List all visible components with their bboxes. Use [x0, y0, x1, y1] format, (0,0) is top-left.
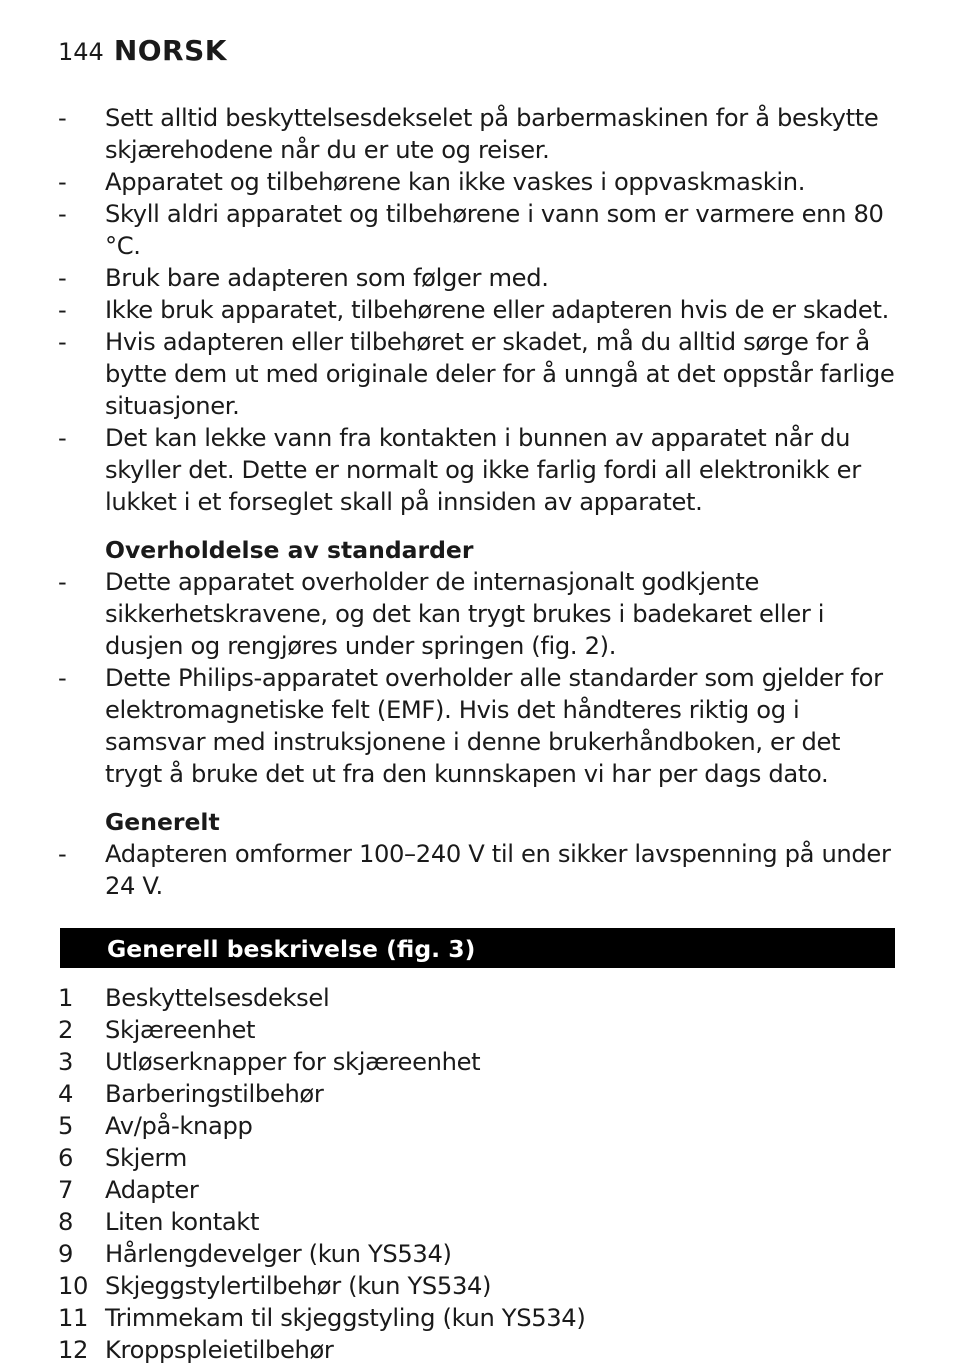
bullet: -	[58, 328, 67, 356]
item-label: Beskyttelsesdeksel	[105, 984, 330, 1012]
bullet: -	[58, 424, 67, 452]
item-number: 3	[58, 1048, 74, 1076]
item-number: 5	[58, 1112, 74, 1140]
item-label: Kroppspleietilbehør	[105, 1336, 334, 1364]
parts-list-item	[58, 1142, 898, 1174]
list-item	[58, 102, 898, 166]
item-number: 4	[58, 1080, 74, 1108]
item-label: Utløserknapper for skjæreenhet	[105, 1048, 481, 1076]
page-header	[58, 34, 227, 67]
item-label: Trimmekam til skjeggstyling (kun YS534)	[105, 1304, 586, 1332]
item-number: 8	[58, 1208, 74, 1236]
item-number: 9	[58, 1240, 74, 1268]
parts-list-item	[58, 1334, 898, 1366]
list-item-text: Bruk bare adapteren som følger med.	[105, 264, 549, 292]
list-item-text: Sett alltid beskyttelsesdekselet på barbermaskinen for å beskytte skjærehodene når du er ute og reiser.	[105, 104, 879, 164]
item-label: Skjerm	[105, 1144, 187, 1172]
list-item-text: Ikke bruk apparatet, tilbehørene eller adapteren hvis de er skadet.	[105, 296, 889, 324]
parts-list-item	[58, 1174, 898, 1206]
item-number: 12	[58, 1336, 89, 1364]
item-label: Barberingstilbehør	[105, 1080, 324, 1108]
list-item	[58, 838, 898, 902]
list-item-text: Skyll aldri apparatet og tilbehørene i vann som er varmere enn 80 °C.	[105, 200, 884, 260]
page-number: 144	[58, 38, 104, 66]
safety-list	[58, 102, 898, 518]
list-item	[58, 262, 898, 294]
item-label: Liten kontakt	[105, 1208, 260, 1236]
standards-list	[58, 566, 898, 790]
parts-list	[58, 982, 898, 1366]
list-item-text: Apparatet og tilbehørene kan ikke vaskes i oppvaskmaskin.	[105, 168, 806, 196]
description-heading-bar	[60, 928, 895, 968]
bullet: -	[58, 168, 67, 196]
parts-list-item	[58, 1078, 898, 1110]
description-heading: Generell beskrivelse (fig. 3)	[107, 935, 476, 963]
list-item	[58, 566, 898, 662]
list-item	[58, 294, 898, 326]
bullet: -	[58, 664, 67, 692]
parts-list-item	[58, 1046, 898, 1078]
bullet: -	[58, 200, 67, 228]
list-item-text: Det kan lekke vann fra kontakten i bunnen av apparatet når du skyller det. Dette er normalt og ikke farlig fordi all elektronikk er lukket i et forseglet skall på innsiden av apparatet.	[105, 424, 861, 516]
list-item-text: Dette Philips-apparatet overholder alle standarder som gjelder for elektromagnetiske felt (EMF). Hvis det håndteres riktig og i samsvar med instruksjonene i denne brukerhåndboken, er det trygt å bruke det ut fra den kunnskapen vi har per dags dato.	[105, 664, 883, 788]
item-label: Hårlengdevelger (kun YS534)	[105, 1240, 452, 1268]
item-number: 2	[58, 1016, 74, 1044]
parts-list-item	[58, 982, 898, 1014]
general-heading: Generelt	[105, 808, 220, 836]
parts-list-item	[58, 1302, 898, 1334]
parts-list-item	[58, 1206, 898, 1238]
bullet: -	[58, 568, 67, 596]
item-number: 10	[58, 1272, 89, 1300]
item-label: Av/på-knapp	[105, 1112, 253, 1140]
list-item-text: Dette apparatet overholder de internasjonalt godkjente sikkerhetskravene, og det kan trygt brukes i badekaret eller i dusjen og rengjøres under springen (fig. 2).	[105, 568, 825, 660]
item-number: 1	[58, 984, 74, 1012]
general-list	[58, 838, 898, 902]
bullet: -	[58, 296, 67, 324]
item-number: 7	[58, 1176, 74, 1204]
item-number: 6	[58, 1144, 74, 1172]
section-title: NORSK	[113, 34, 227, 67]
list-item	[58, 198, 898, 262]
item-number: 11	[58, 1304, 89, 1332]
list-item	[58, 326, 898, 422]
bullet: -	[58, 840, 67, 868]
list-item	[58, 662, 898, 790]
parts-list-item	[58, 1238, 898, 1270]
bullet: -	[58, 264, 67, 292]
list-item-text: Adapteren omformer 100–240 V til en sikker lavspenning på under 24 V.	[105, 840, 891, 900]
standards-heading: Overholdelse av standarder	[105, 536, 474, 564]
parts-list-item	[58, 1110, 898, 1142]
page-content	[58, 102, 898, 1366]
parts-list-item	[58, 1014, 898, 1046]
parts-list-item	[58, 1270, 898, 1302]
list-item-text: Hvis adapteren eller tilbehøret er skadet, må du alltid sørge for å bytte dem ut med originale deler for å unngå at det oppstår farlige situasjoner.	[105, 328, 895, 420]
bullet: -	[58, 104, 67, 132]
list-item	[58, 166, 898, 198]
item-label: Skjæreenhet	[105, 1016, 256, 1044]
item-label: Skjeggstylertilbehør (kun YS534)	[105, 1272, 492, 1300]
item-label: Adapter	[105, 1176, 199, 1204]
list-item	[58, 422, 898, 518]
